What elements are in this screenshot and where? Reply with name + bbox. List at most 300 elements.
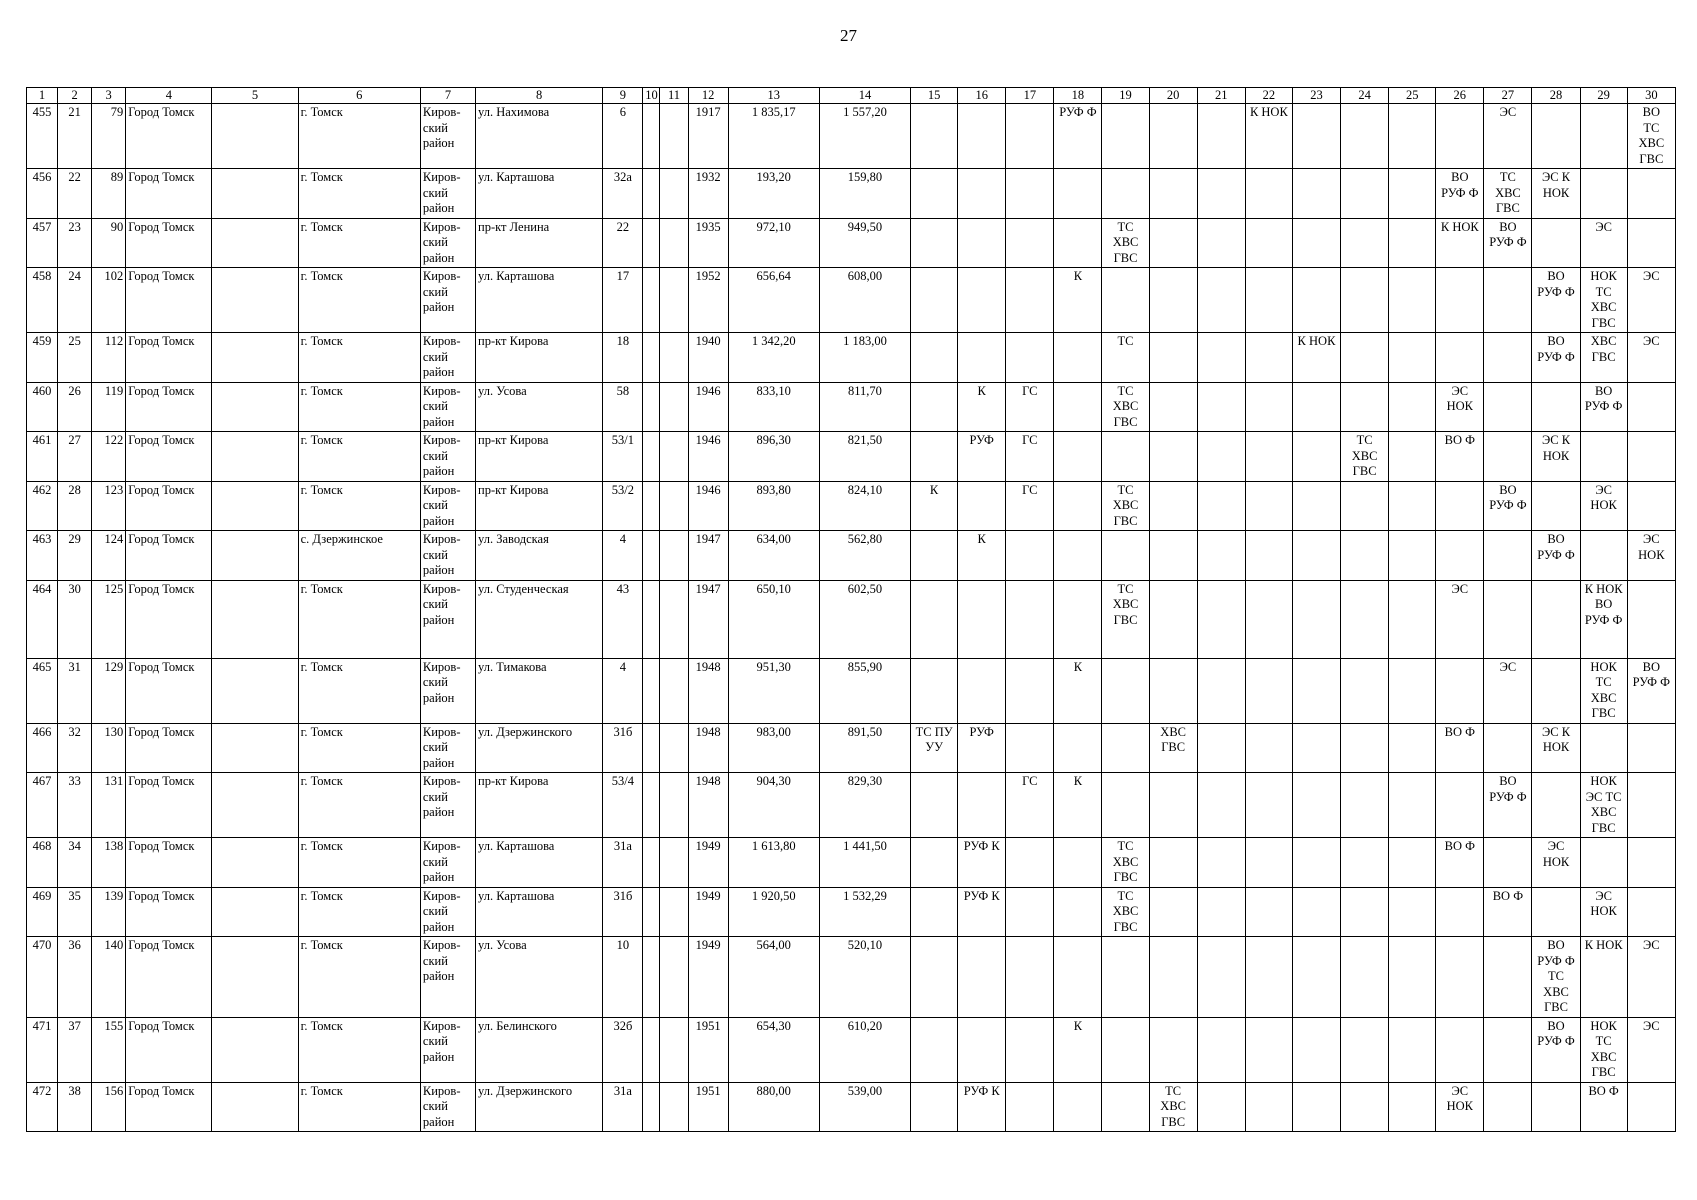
cell-col-11 bbox=[660, 104, 688, 169]
cell-col-14: 1 557,20 bbox=[819, 104, 910, 169]
cell-col-17 bbox=[1006, 169, 1054, 219]
cell-col-5 bbox=[212, 887, 298, 937]
building-register-table bbox=[26, 87, 1676, 1132]
cell-col-16 bbox=[958, 169, 1006, 219]
cell-col-11 bbox=[660, 1082, 688, 1132]
cell-col-21 bbox=[1197, 382, 1245, 432]
cell-col-24 bbox=[1341, 382, 1389, 432]
cell-col-25 bbox=[1389, 773, 1436, 838]
cell-col-1: 462 bbox=[27, 481, 58, 531]
cell-col-2: 23 bbox=[58, 218, 92, 268]
cell-col-14: 811,70 bbox=[819, 382, 910, 432]
cell-col-10 bbox=[643, 887, 660, 937]
cell-col-4: Город Томск bbox=[126, 382, 212, 432]
cell-col-3: 122 bbox=[92, 432, 126, 482]
column-header-2: 2 bbox=[58, 88, 92, 104]
cell-col-8: пр-кт Кирова bbox=[476, 432, 603, 482]
cell-col-30: ЭС bbox=[1627, 1017, 1675, 1082]
cell-col-26: ВО РУФ Ф bbox=[1436, 169, 1484, 219]
cell-col-11 bbox=[660, 333, 688, 383]
cell-col-7: Киров- ский район bbox=[420, 1082, 475, 1132]
cell-col-27 bbox=[1484, 937, 1532, 1018]
column-header-16: 16 bbox=[958, 88, 1006, 104]
cell-col-20 bbox=[1149, 432, 1197, 482]
cell-col-9: 43 bbox=[603, 580, 643, 658]
cell-col-22 bbox=[1245, 218, 1292, 268]
cell-col-20 bbox=[1149, 1017, 1197, 1082]
cell-col-19 bbox=[1102, 1082, 1149, 1132]
cell-col-21 bbox=[1197, 580, 1245, 658]
cell-col-30: ЭС НОК bbox=[1627, 531, 1675, 581]
cell-col-21 bbox=[1197, 333, 1245, 383]
column-header-26: 26 bbox=[1436, 88, 1484, 104]
cell-col-1: 464 bbox=[27, 580, 58, 658]
cell-col-12: 1948 bbox=[688, 773, 728, 838]
cell-col-11 bbox=[660, 580, 688, 658]
cell-col-16 bbox=[958, 937, 1006, 1018]
cell-col-27 bbox=[1484, 1082, 1532, 1132]
column-header-11: 11 bbox=[660, 88, 688, 104]
cell-col-30: ВО РУФ Ф bbox=[1627, 658, 1675, 723]
cell-col-1: 469 bbox=[27, 887, 58, 937]
cell-col-20 bbox=[1149, 838, 1197, 888]
cell-col-4: Город Томск bbox=[126, 104, 212, 169]
cell-col-22 bbox=[1245, 382, 1292, 432]
cell-col-17 bbox=[1006, 1017, 1054, 1082]
cell-col-5 bbox=[212, 382, 298, 432]
cell-col-14: 610,20 bbox=[819, 1017, 910, 1082]
cell-col-28 bbox=[1532, 481, 1580, 531]
cell-col-19: ТС ХВС ГВС bbox=[1102, 382, 1149, 432]
cell-col-9: 31а bbox=[603, 1082, 643, 1132]
cell-col-6: г. Томск bbox=[298, 580, 420, 658]
cell-col-12: 1940 bbox=[688, 333, 728, 383]
cell-col-7: Киров- ский район bbox=[420, 382, 475, 432]
table-row bbox=[27, 432, 1676, 482]
cell-col-4: Город Томск bbox=[126, 887, 212, 937]
cell-col-19 bbox=[1102, 169, 1149, 219]
cell-col-17: ГС bbox=[1006, 481, 1054, 531]
cell-col-4: Город Томск bbox=[126, 268, 212, 333]
cell-col-19 bbox=[1102, 531, 1149, 581]
cell-col-2: 32 bbox=[58, 723, 92, 773]
cell-col-26: ЭС НОК bbox=[1436, 1082, 1484, 1132]
cell-col-11 bbox=[660, 937, 688, 1018]
cell-col-10 bbox=[643, 268, 660, 333]
cell-col-9: 4 bbox=[603, 531, 643, 581]
cell-col-23: К НОК bbox=[1292, 333, 1340, 383]
cell-col-1: 468 bbox=[27, 838, 58, 888]
cell-col-17 bbox=[1006, 723, 1054, 773]
cell-col-1: 463 bbox=[27, 531, 58, 581]
cell-col-11 bbox=[660, 268, 688, 333]
cell-col-22 bbox=[1245, 1082, 1292, 1132]
cell-col-29 bbox=[1580, 104, 1627, 169]
table-row bbox=[27, 333, 1676, 383]
cell-col-4: Город Томск bbox=[126, 580, 212, 658]
cell-col-4: Город Томск bbox=[126, 531, 212, 581]
cell-col-17: ГС bbox=[1006, 432, 1054, 482]
cell-col-22 bbox=[1245, 658, 1292, 723]
cell-col-25 bbox=[1389, 169, 1436, 219]
column-header-17: 17 bbox=[1006, 88, 1054, 104]
cell-col-12: 1952 bbox=[688, 268, 728, 333]
cell-col-13: 1 835,17 bbox=[728, 104, 819, 169]
cell-col-29 bbox=[1580, 432, 1627, 482]
table-row bbox=[27, 531, 1676, 581]
table-row bbox=[27, 218, 1676, 268]
cell-col-30 bbox=[1627, 723, 1675, 773]
cell-col-5 bbox=[212, 723, 298, 773]
cell-col-19 bbox=[1102, 432, 1149, 482]
cell-col-21 bbox=[1197, 937, 1245, 1018]
cell-col-24 bbox=[1341, 481, 1389, 531]
cell-col-20 bbox=[1149, 580, 1197, 658]
cell-col-23 bbox=[1292, 887, 1340, 937]
cell-col-8: пр-кт Кирова bbox=[476, 773, 603, 838]
cell-col-5 bbox=[212, 580, 298, 658]
cell-col-24 bbox=[1341, 658, 1389, 723]
cell-col-25 bbox=[1389, 658, 1436, 723]
cell-col-18 bbox=[1054, 481, 1102, 531]
cell-col-17 bbox=[1006, 937, 1054, 1018]
cell-col-7: Киров- ский район bbox=[420, 838, 475, 888]
cell-col-25 bbox=[1389, 218, 1436, 268]
cell-col-4: Город Томск bbox=[126, 218, 212, 268]
cell-col-4: Город Томск bbox=[126, 481, 212, 531]
cell-col-9: 17 bbox=[603, 268, 643, 333]
cell-col-29: ЭС НОК bbox=[1580, 481, 1627, 531]
cell-col-3: 89 bbox=[92, 169, 126, 219]
column-header-14: 14 bbox=[819, 88, 910, 104]
cell-col-18 bbox=[1054, 1082, 1102, 1132]
cell-col-10 bbox=[643, 580, 660, 658]
cell-col-8: ул. Дзержинского bbox=[476, 723, 603, 773]
cell-col-3: 119 bbox=[92, 382, 126, 432]
cell-col-23 bbox=[1292, 1017, 1340, 1082]
cell-col-5 bbox=[212, 658, 298, 723]
cell-col-21 bbox=[1197, 218, 1245, 268]
table-row bbox=[27, 268, 1676, 333]
cell-col-9: 53/4 bbox=[603, 773, 643, 838]
cell-col-19 bbox=[1102, 658, 1149, 723]
cell-col-19: ТС ХВС ГВС bbox=[1102, 887, 1149, 937]
cell-col-8: ул. Заводская bbox=[476, 531, 603, 581]
cell-col-3: 140 bbox=[92, 937, 126, 1018]
cell-col-22 bbox=[1245, 773, 1292, 838]
cell-col-24 bbox=[1341, 887, 1389, 937]
cell-col-20 bbox=[1149, 333, 1197, 383]
cell-col-6: г. Томск bbox=[298, 333, 420, 383]
table-row bbox=[27, 937, 1676, 1018]
cell-col-17 bbox=[1006, 268, 1054, 333]
cell-col-7: Киров- ский район bbox=[420, 580, 475, 658]
cell-col-18 bbox=[1054, 218, 1102, 268]
cell-col-13: 1 613,80 bbox=[728, 838, 819, 888]
cell-col-16: РУФ bbox=[958, 723, 1006, 773]
cell-col-5 bbox=[212, 333, 298, 383]
cell-col-27: ВО РУФ Ф bbox=[1484, 481, 1532, 531]
cell-col-21 bbox=[1197, 723, 1245, 773]
cell-col-2: 21 bbox=[58, 104, 92, 169]
cell-col-7: Киров- ский район bbox=[420, 658, 475, 723]
cell-col-11 bbox=[660, 218, 688, 268]
cell-col-10 bbox=[643, 773, 660, 838]
cell-col-8: ул. Усова bbox=[476, 937, 603, 1018]
cell-col-30: ЭС bbox=[1627, 333, 1675, 383]
cell-col-20: ТС ХВС ГВС bbox=[1149, 1082, 1197, 1132]
cell-col-13: 951,30 bbox=[728, 658, 819, 723]
cell-col-27: ТС ХВС ГВС bbox=[1484, 169, 1532, 219]
cell-col-17 bbox=[1006, 531, 1054, 581]
cell-col-1: 467 bbox=[27, 773, 58, 838]
cell-col-27: ВО РУФ Ф bbox=[1484, 773, 1532, 838]
cell-col-15 bbox=[911, 773, 958, 838]
cell-col-10 bbox=[643, 937, 660, 1018]
cell-col-2: 33 bbox=[58, 773, 92, 838]
cell-col-6: г. Томск bbox=[298, 268, 420, 333]
cell-col-17 bbox=[1006, 838, 1054, 888]
cell-col-7: Киров- ский район bbox=[420, 104, 475, 169]
cell-col-27: ВО Ф bbox=[1484, 887, 1532, 937]
cell-col-16 bbox=[958, 333, 1006, 383]
column-header-19: 19 bbox=[1102, 88, 1149, 104]
cell-col-28: ЭС К НОК bbox=[1532, 169, 1580, 219]
cell-col-6: с. Дзержинское bbox=[298, 531, 420, 581]
cell-col-23 bbox=[1292, 1082, 1340, 1132]
column-header-4: 4 bbox=[126, 88, 212, 104]
cell-col-23 bbox=[1292, 937, 1340, 1018]
cell-col-1: 459 bbox=[27, 333, 58, 383]
cell-col-4: Город Томск bbox=[126, 723, 212, 773]
cell-col-18: К bbox=[1054, 773, 1102, 838]
cell-col-22: К НОК bbox=[1245, 104, 1292, 169]
cell-col-16 bbox=[958, 268, 1006, 333]
cell-col-6: г. Томск bbox=[298, 937, 420, 1018]
cell-col-6: г. Томск bbox=[298, 658, 420, 723]
table-row bbox=[27, 169, 1676, 219]
cell-col-25 bbox=[1389, 481, 1436, 531]
cell-col-19 bbox=[1102, 937, 1149, 1018]
cell-col-17 bbox=[1006, 887, 1054, 937]
cell-col-29: К НОК ВО РУФ Ф bbox=[1580, 580, 1627, 658]
cell-col-8: ул. Студенческая bbox=[476, 580, 603, 658]
cell-col-10 bbox=[643, 723, 660, 773]
cell-col-22 bbox=[1245, 268, 1292, 333]
cell-col-29: НОК ЭС ТС ХВС ГВС bbox=[1580, 773, 1627, 838]
column-header-6: 6 bbox=[298, 88, 420, 104]
cell-col-10 bbox=[643, 1017, 660, 1082]
cell-col-28: ВО РУФ Ф bbox=[1532, 1017, 1580, 1082]
cell-col-7: Киров- ский район bbox=[420, 432, 475, 482]
cell-col-21 bbox=[1197, 104, 1245, 169]
cell-col-1: 460 bbox=[27, 382, 58, 432]
cell-col-23 bbox=[1292, 481, 1340, 531]
cell-col-15 bbox=[911, 382, 958, 432]
cell-col-12: 1947 bbox=[688, 531, 728, 581]
cell-col-13: 893,80 bbox=[728, 481, 819, 531]
cell-col-18 bbox=[1054, 333, 1102, 383]
cell-col-14: 1 183,00 bbox=[819, 333, 910, 383]
cell-col-20 bbox=[1149, 658, 1197, 723]
cell-col-5 bbox=[212, 937, 298, 1018]
cell-col-7: Киров- ский район bbox=[420, 937, 475, 1018]
cell-col-30 bbox=[1627, 1082, 1675, 1132]
cell-col-26 bbox=[1436, 887, 1484, 937]
cell-col-3: 90 bbox=[92, 218, 126, 268]
cell-col-26 bbox=[1436, 268, 1484, 333]
cell-col-15 bbox=[911, 1017, 958, 1082]
cell-col-12: 1951 bbox=[688, 1082, 728, 1132]
cell-col-2: 25 bbox=[58, 333, 92, 383]
cell-col-8: ул. Карташова bbox=[476, 838, 603, 888]
cell-col-28 bbox=[1532, 1082, 1580, 1132]
cell-col-18: К bbox=[1054, 268, 1102, 333]
cell-col-2: 26 bbox=[58, 382, 92, 432]
cell-col-14: 821,50 bbox=[819, 432, 910, 482]
cell-col-14: 539,00 bbox=[819, 1082, 910, 1132]
cell-col-5 bbox=[212, 838, 298, 888]
cell-col-7: Киров- ский район bbox=[420, 268, 475, 333]
cell-col-11 bbox=[660, 723, 688, 773]
cell-col-14: 608,00 bbox=[819, 268, 910, 333]
cell-col-19: ТС ХВС ГВС bbox=[1102, 838, 1149, 888]
cell-col-10 bbox=[643, 432, 660, 482]
cell-col-3: 130 bbox=[92, 723, 126, 773]
cell-col-25 bbox=[1389, 432, 1436, 482]
cell-col-15 bbox=[911, 104, 958, 169]
cell-col-24 bbox=[1341, 104, 1389, 169]
cell-col-10 bbox=[643, 658, 660, 723]
cell-col-12: 1935 bbox=[688, 218, 728, 268]
cell-col-7: Киров- ский район bbox=[420, 723, 475, 773]
cell-col-13: 564,00 bbox=[728, 937, 819, 1018]
cell-col-14: 824,10 bbox=[819, 481, 910, 531]
cell-col-19: ТС ХВС ГВС bbox=[1102, 481, 1149, 531]
cell-col-15 bbox=[911, 169, 958, 219]
column-header-22: 22 bbox=[1245, 88, 1292, 104]
cell-col-13: 650,10 bbox=[728, 580, 819, 658]
cell-col-15 bbox=[911, 887, 958, 937]
cell-col-9: 31б bbox=[603, 887, 643, 937]
cell-col-16 bbox=[958, 481, 1006, 531]
cell-col-6: г. Томск bbox=[298, 773, 420, 838]
cell-col-28: ВО РУФ Ф ТС ХВС ГВС bbox=[1532, 937, 1580, 1018]
cell-col-25 bbox=[1389, 887, 1436, 937]
cell-col-26 bbox=[1436, 333, 1484, 383]
cell-col-28: ЭС НОК bbox=[1532, 838, 1580, 888]
cell-col-12: 1917 bbox=[688, 104, 728, 169]
cell-col-28 bbox=[1532, 104, 1580, 169]
cell-col-16 bbox=[958, 580, 1006, 658]
cell-col-21 bbox=[1197, 1017, 1245, 1082]
cell-col-18 bbox=[1054, 432, 1102, 482]
cell-col-9: 22 bbox=[603, 218, 643, 268]
cell-col-20 bbox=[1149, 169, 1197, 219]
cell-col-1: 457 bbox=[27, 218, 58, 268]
cell-col-4: Город Томск bbox=[126, 1017, 212, 1082]
cell-col-20 bbox=[1149, 481, 1197, 531]
cell-col-2: 31 bbox=[58, 658, 92, 723]
cell-col-30 bbox=[1627, 838, 1675, 888]
cell-col-11 bbox=[660, 1017, 688, 1082]
column-header-13: 13 bbox=[728, 88, 819, 104]
cell-col-25 bbox=[1389, 580, 1436, 658]
column-header-7: 7 bbox=[420, 88, 475, 104]
cell-col-22 bbox=[1245, 887, 1292, 937]
cell-col-23 bbox=[1292, 104, 1340, 169]
cell-col-14: 829,30 bbox=[819, 773, 910, 838]
cell-col-3: 139 bbox=[92, 887, 126, 937]
table-row bbox=[27, 838, 1676, 888]
cell-col-30: ЭС bbox=[1627, 937, 1675, 1018]
column-header-5: 5 bbox=[212, 88, 298, 104]
cell-col-26 bbox=[1436, 773, 1484, 838]
cell-col-12: 1949 bbox=[688, 937, 728, 1018]
column-header-27: 27 bbox=[1484, 88, 1532, 104]
cell-col-16 bbox=[958, 218, 1006, 268]
column-header-9: 9 bbox=[603, 88, 643, 104]
cell-col-2: 37 bbox=[58, 1017, 92, 1082]
cell-col-1: 458 bbox=[27, 268, 58, 333]
cell-col-18 bbox=[1054, 887, 1102, 937]
cell-col-28 bbox=[1532, 382, 1580, 432]
cell-col-18 bbox=[1054, 169, 1102, 219]
table-row bbox=[27, 580, 1676, 658]
cell-col-24 bbox=[1341, 838, 1389, 888]
cell-col-14: 602,50 bbox=[819, 580, 910, 658]
column-header-18: 18 bbox=[1054, 88, 1102, 104]
cell-col-25 bbox=[1389, 723, 1436, 773]
cell-col-2: 35 bbox=[58, 887, 92, 937]
cell-col-6: г. Томск bbox=[298, 104, 420, 169]
cell-col-24 bbox=[1341, 333, 1389, 383]
cell-col-6: г. Томск bbox=[298, 382, 420, 432]
cell-col-1: 456 bbox=[27, 169, 58, 219]
cell-col-29: ЭС bbox=[1580, 218, 1627, 268]
cell-col-7: Киров- ский район bbox=[420, 218, 475, 268]
cell-col-6: г. Томск bbox=[298, 723, 420, 773]
cell-col-20 bbox=[1149, 382, 1197, 432]
table-row bbox=[27, 658, 1676, 723]
cell-col-6: г. Томск bbox=[298, 169, 420, 219]
column-header-23: 23 bbox=[1292, 88, 1340, 104]
cell-col-24 bbox=[1341, 268, 1389, 333]
cell-col-28: ЭС К НОК bbox=[1532, 723, 1580, 773]
cell-col-25 bbox=[1389, 1082, 1436, 1132]
column-header-15: 15 bbox=[911, 88, 958, 104]
cell-col-22 bbox=[1245, 937, 1292, 1018]
cell-col-10 bbox=[643, 218, 660, 268]
cell-col-21 bbox=[1197, 773, 1245, 838]
cell-col-7: Киров- ский район bbox=[420, 531, 475, 581]
cell-col-13: 904,30 bbox=[728, 773, 819, 838]
cell-col-5 bbox=[212, 773, 298, 838]
cell-col-24 bbox=[1341, 218, 1389, 268]
cell-col-17 bbox=[1006, 1082, 1054, 1132]
cell-col-23 bbox=[1292, 169, 1340, 219]
cell-col-18 bbox=[1054, 838, 1102, 888]
cell-col-30 bbox=[1627, 432, 1675, 482]
cell-col-6: г. Томск bbox=[298, 838, 420, 888]
cell-col-10 bbox=[643, 104, 660, 169]
cell-col-9: 32а bbox=[603, 169, 643, 219]
column-header-20: 20 bbox=[1149, 88, 1197, 104]
column-number-header-row bbox=[27, 88, 1676, 104]
cell-col-26 bbox=[1436, 937, 1484, 1018]
cell-col-15 bbox=[911, 218, 958, 268]
cell-col-1: 471 bbox=[27, 1017, 58, 1082]
